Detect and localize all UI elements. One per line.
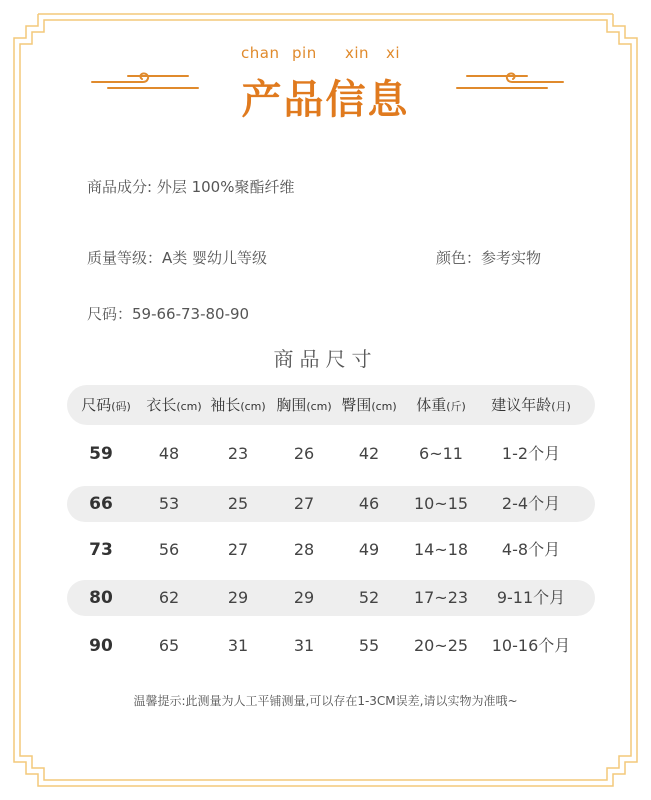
cell-hip: 46 [358,494,380,513]
cell-weight: 14~18 [413,540,469,559]
composition-text: 商品成分: 外层 100%聚酯纤维 [87,178,295,196]
sizes-text: 尺码：59-66-73-80-90 [87,305,250,323]
cell-sleeve: 31 [227,636,249,655]
cell-hip: 52 [358,588,380,607]
table-row [67,628,595,664]
cell-hip: 55 [358,636,380,655]
header-weight: 体重(斤) [416,396,466,414]
header-chest: 胸围(cm) [276,396,332,414]
header-hip: 臀围(cm) [341,396,397,414]
cell-sleeve: 29 [227,588,249,607]
measurement-tip: 温馨提示:此测量为人工平铺测量,可以存在1-3CM误差,请以实物为准哦~ [133,694,518,708]
cell-chest: 28 [293,540,315,559]
table-row [67,580,595,616]
table-header [67,385,595,425]
header-sleeve: 袖长(cm) [210,396,266,414]
header-age: 建议年龄(月) [491,396,571,414]
cell-weight: 6~11 [419,444,463,463]
cell-size: 66 [89,494,113,514]
cell-size: 59 [89,444,113,464]
cell-weight: 17~23 [413,588,469,607]
header-length: 衣长(cm) [146,396,202,414]
color-text: 颜色：参考实物 [436,249,542,267]
cell-sleeve: 25 [227,494,249,513]
cell-hip: 42 [358,444,380,463]
cell-length: 65 [158,636,180,655]
cell-length: 56 [158,540,180,559]
cell-size: 73 [89,540,113,560]
cell-size: 90 [89,636,113,656]
cell-weight: 20~25 [413,636,469,655]
pinyin-pin: pin [292,44,317,62]
cell-chest: 31 [293,636,315,655]
cell-chest: 26 [293,444,315,463]
quality-text: 质量等级：A类 婴幼儿等级 [87,249,268,267]
cloud-ornament-right-icon [452,70,567,94]
cell-sleeve: 23 [227,444,249,463]
cell-chest: 27 [293,494,315,513]
cell-sleeve: 27 [227,540,249,559]
cell-age: 1-2个月 [501,444,561,463]
cell-age: 9-11个月 [496,588,566,607]
cloud-ornament-left-icon [88,70,203,94]
cell-chest: 29 [293,588,315,607]
cell-age: 10-16个月 [491,636,571,655]
table-row [67,532,595,568]
cell-length: 62 [158,588,180,607]
cell-age: 2-4个月 [501,494,561,513]
pinyin-xi: xi [386,44,401,62]
size-table-title: 商品尺寸 [273,347,378,371]
cell-weight: 10~15 [413,494,469,513]
pinyin-chan: chan [241,44,280,62]
cell-length: 53 [158,494,180,513]
cell-hip: 49 [358,540,380,559]
table-row [67,436,595,472]
cell-size: 80 [89,588,113,608]
pinyin-xin: xin [345,44,370,62]
page-title: 产品信息 [241,77,410,123]
table-row [67,486,595,522]
cell-length: 48 [158,444,180,463]
header-size: 尺码(码) [81,396,131,414]
cell-age: 4-8个月 [501,540,561,559]
